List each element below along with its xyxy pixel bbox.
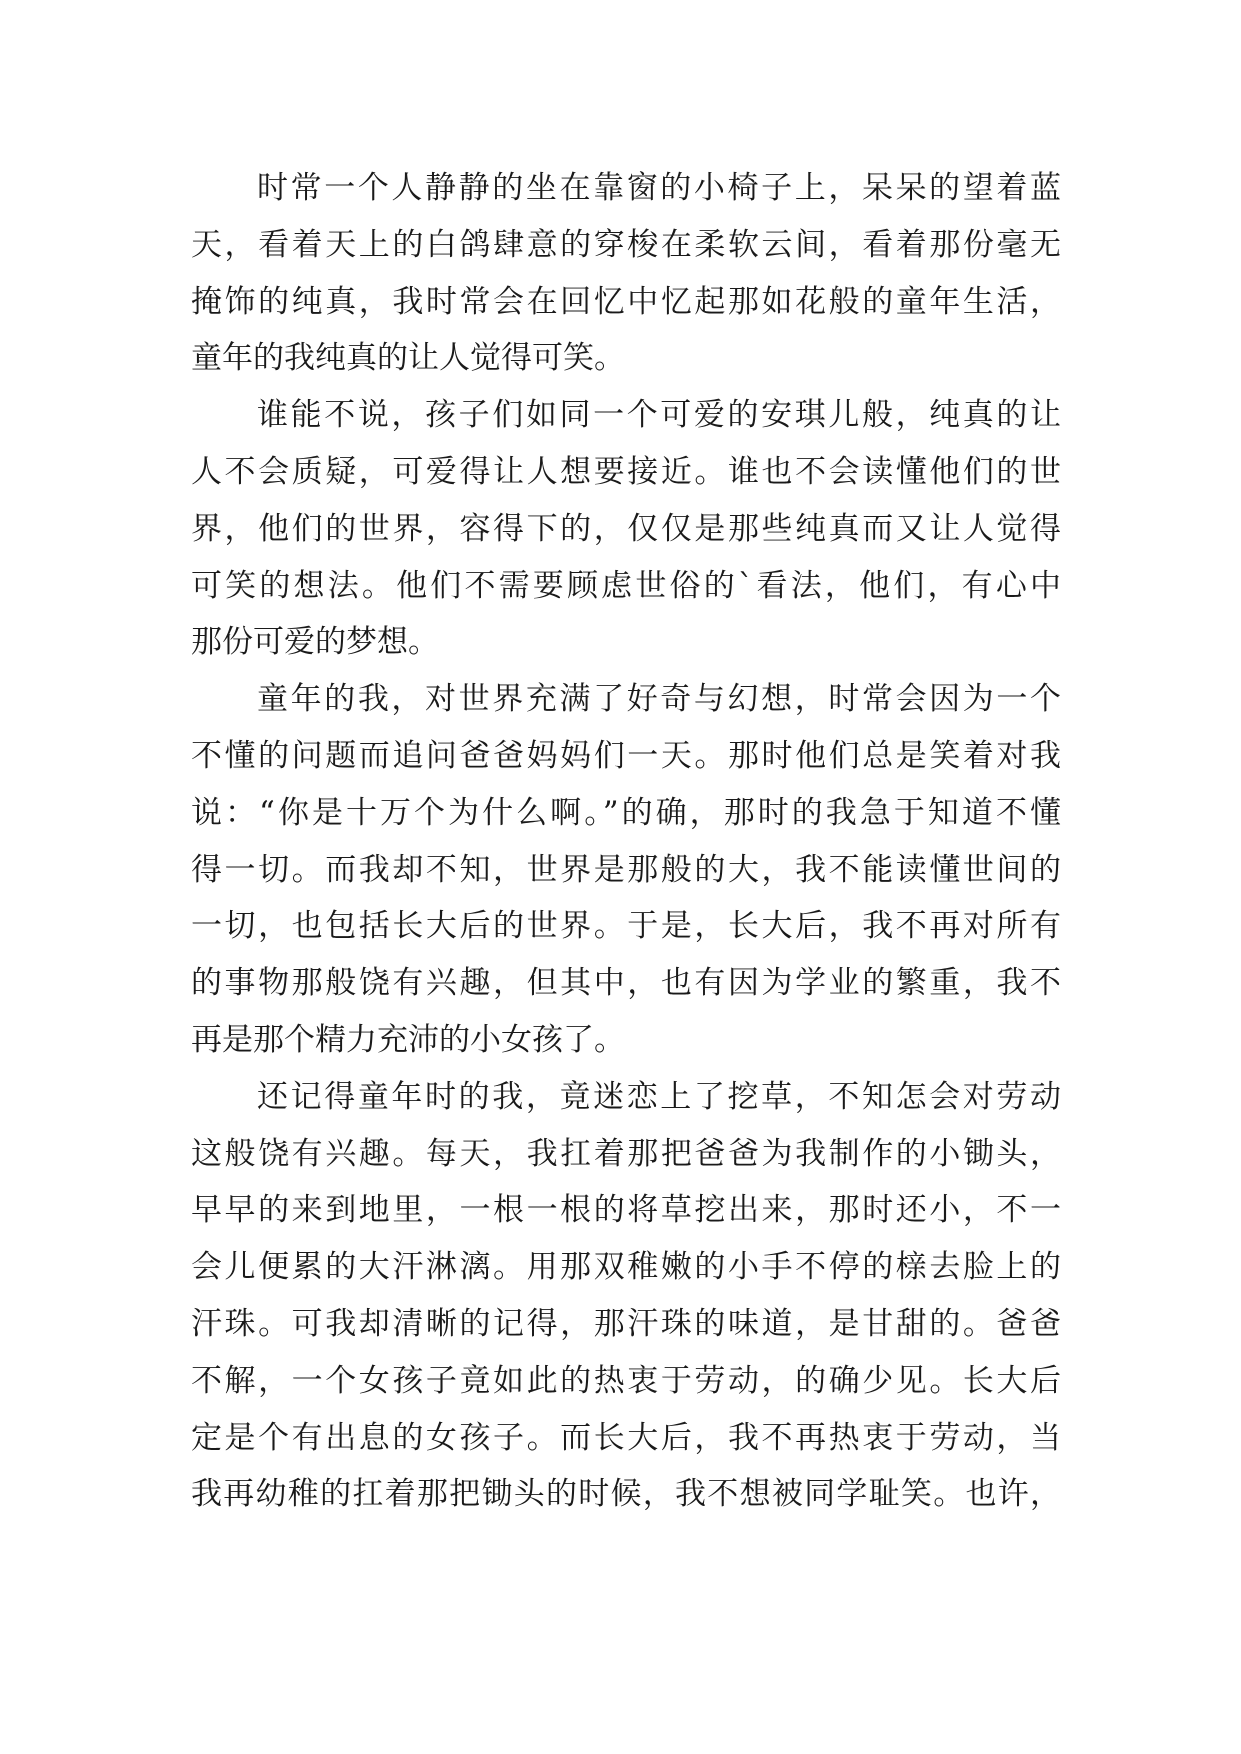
text-line: 人不会质疑，可爱得让人想要接近。谁也不会读懂他们的世 — [191, 453, 1061, 490]
text-line: 不解，一个女孩子竟如此的热衷于劳动，的确少见。长大后 — [191, 1362, 1061, 1399]
text-line: 还记得童年时的我，竟迷恋上了挖草，不知怎会对劳动 — [257, 1078, 1061, 1115]
paragraph — [191, 671, 1061, 1069]
text-line: 可笑的想法。他们不需要顾虑世俗的`看法，他们，有心中 — [191, 567, 1061, 604]
text-line: 界，他们的世界，容得下的，仅仅是那些纯真而又让人觉得 — [191, 510, 1061, 547]
text-line: 童年的我，对世界充满了好奇与幻想，时常会因为一个 — [257, 681, 1061, 718]
text-line: 时常一个人静静的坐在靠窗的小椅子上，呆呆的望着蓝 — [257, 170, 1061, 206]
text-line: 的事物那般饶有兴趣，但其中，也有因为学业的繁重，我不 — [191, 965, 1061, 1002]
paragraph — [191, 1069, 1061, 1523]
body-text — [191, 160, 1061, 1523]
text-line: 得一切。而我却不知，世界是那般的大，我不能读懂世间的 — [191, 851, 1061, 888]
text-line: 掩饰的纯真，我时常会在回忆中忆起那如花般的童年生活， — [191, 283, 1061, 320]
text-line: 不懂的问题而追问爸爸妈妈们一天。那时他们总是笑着对我 — [191, 737, 1061, 774]
text-line: 童年的我纯真的让人觉得可笑。 — [191, 340, 625, 377]
text-line: 这般饶有兴趣。每天，我扛着那把爸爸为我制作的小锄头， — [191, 1135, 1061, 1172]
text-line: 我再幼稚的扛着那把锄头的时候，我不想被同学耻笑。也许， — [191, 1476, 1061, 1513]
text-line: 会儿便累的大汗淋漓。用那双稚嫩的小手不停的榇去脸上的 — [191, 1249, 1061, 1286]
text-line: 那份可爱的梦想。 — [191, 624, 439, 661]
text-line: 一切，也包括长大后的世界。于是，长大后，我不再对所有 — [191, 908, 1061, 945]
text-line: 谁能不说，孩子们如同一个可爱的安琪儿般，纯真的让 — [257, 397, 1061, 434]
paragraph — [191, 160, 1061, 387]
text-line: 说：“你是十万个为什么啊。”的确，那时的我急于知道不懂 — [191, 794, 1061, 831]
text-line: 定是个有出息的女孩子。而长大后，我不再热衷于劳动，当 — [191, 1419, 1061, 1456]
text-line: 再是那个精力充沛的小女孩了。 — [191, 1021, 625, 1058]
text-line: 早早的来到地里，一根一根的将草挖出来，那时还小，不一 — [191, 1192, 1061, 1229]
text-line: 天，看着天上的白鸽肆意的穿梭在柔软云间，看着那份毫无 — [191, 226, 1061, 263]
paragraph — [191, 387, 1061, 671]
text-line: 汗珠。可我却清晰的记得，那汗珠的味道，是甘甜的。爸爸 — [191, 1305, 1061, 1342]
